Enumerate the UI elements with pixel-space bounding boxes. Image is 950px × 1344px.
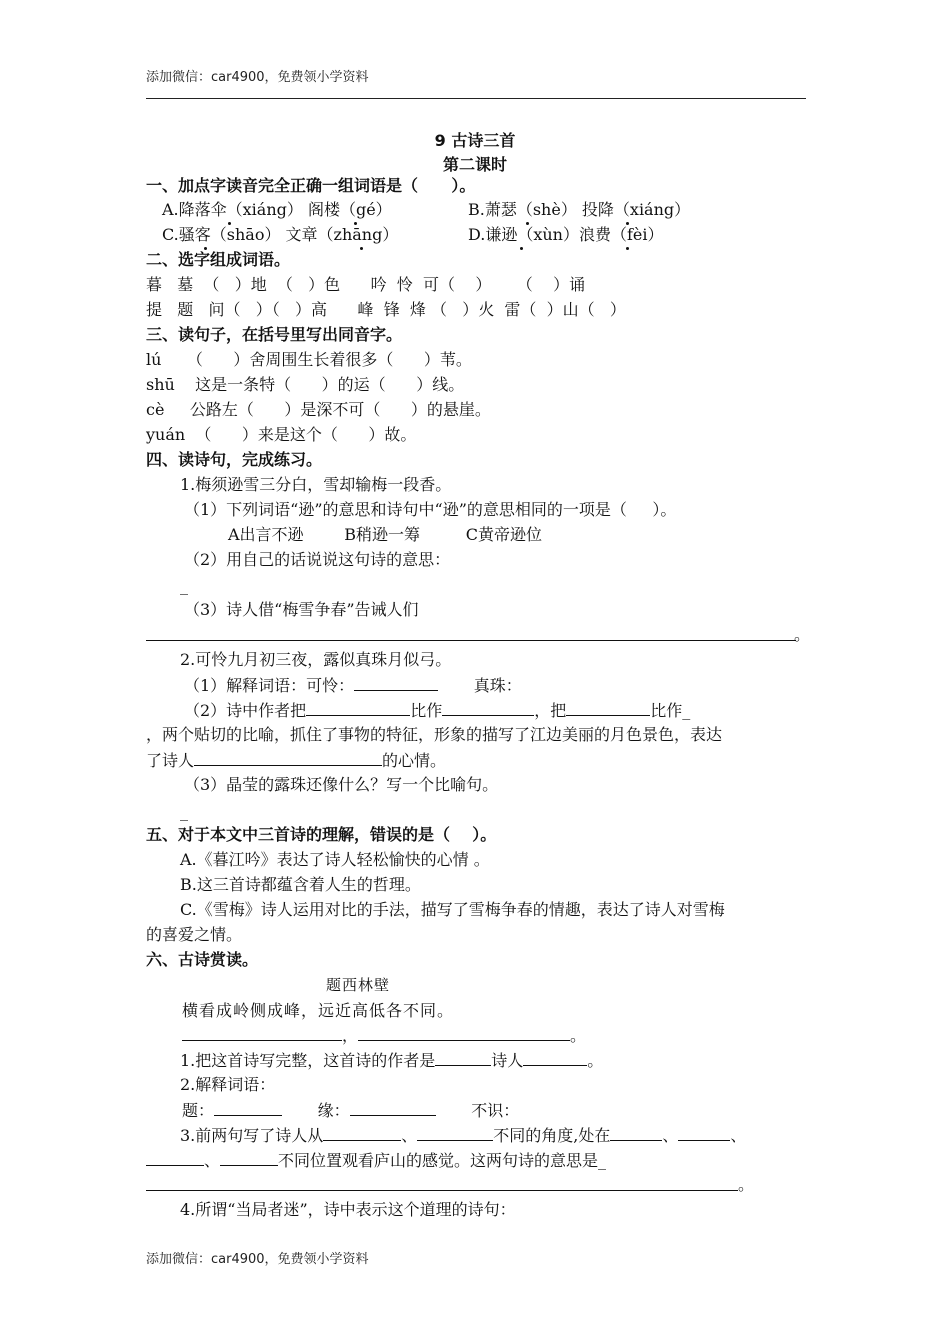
option-d: D.谦逊（xùn）浪费（fèi） <box>468 225 664 244</box>
question-text: 缘： <box>317 1101 350 1120</box>
answer-blank: _ <box>180 802 188 821</box>
section-1-heading: 一、加点字读音完全正确一组词语是（ ）。 <box>146 176 476 195</box>
option-c: C.骚客（shāo） 文章（zhāng） <box>162 225 399 244</box>
question-text: 不同位置观看庐山的感觉。这两句诗的意思是_ <box>278 1151 607 1170</box>
answer-line-end: 。 <box>738 1175 755 1194</box>
option-b: B.这三首诗都蕴含着人生的哲理。 <box>180 875 421 894</box>
answer-blank <box>146 1149 204 1166</box>
question-text: 题： <box>182 1101 215 1120</box>
question-text: （3）诗人借“梅雪争春”告诫人们 <box>184 600 419 619</box>
homophone-line: yuán （ ）来是这个（ ）故。 <box>146 425 417 444</box>
option-b: B.萧瑟（shè） 投降（xiáng） <box>468 200 691 219</box>
question-text: （3）晶莹的露珠还像什么？写一个比喻句。 <box>184 775 499 794</box>
question-text: ，两个贴切的比喻，抓住了事物的特征，形象的描写了江边美丽的月色景色，表达 <box>146 725 723 744</box>
question-text: 不识： <box>471 1101 520 1120</box>
section-3-heading: 三、读句子，在括号里写出同音字。 <box>146 325 403 344</box>
poem-blank-line <box>182 1024 586 1047</box>
punctuation: 、 <box>662 1126 679 1145</box>
word-group-row: 暮 墓 （ ）地 （ ）色 吟 怜 可（ ） （ ）诵 <box>146 275 586 294</box>
question-text: ，把 <box>534 701 567 720</box>
question-text: 。 <box>587 1051 604 1070</box>
question-text: （2）用自己的话说说这句诗的意思： <box>184 550 451 569</box>
emphasis-dot <box>360 247 363 250</box>
answer-blank <box>350 1099 436 1116</box>
question-line <box>146 1149 606 1172</box>
emphasis-dot <box>520 247 523 250</box>
question-text: 比作 <box>410 701 443 720</box>
header-note: 添加微信：car4900，免费领小学资料 <box>146 70 369 85</box>
question-line <box>184 674 522 697</box>
question-line <box>180 1124 746 1147</box>
question-line <box>180 1049 603 1072</box>
option-a: A.降落伞（xiáng） 阁楼（gé） <box>162 200 392 219</box>
question-text: 诗人 <box>491 1051 524 1070</box>
question-text: 2.解释词语： <box>180 1075 276 1094</box>
answer-blank <box>354 674 438 691</box>
answer-blank <box>523 1049 587 1066</box>
choice-options: A出言不逊 B稍逊一筹 C黄帝逊位 <box>228 525 543 544</box>
footer-note: 添加微信：car4900，免费领小学资料 <box>146 1252 369 1267</box>
header-rule <box>146 98 806 99</box>
question-text: 真珠： <box>473 676 522 695</box>
poem-title: 题西林壁 <box>326 976 391 994</box>
option-a: A.《暮江吟》表达了诗人轻松愉快的心情 。 <box>180 850 490 869</box>
emphasis-dot <box>626 222 629 225</box>
answer-line-end: 。 <box>794 625 811 644</box>
answer-blank <box>323 1124 401 1141</box>
question-text: 1.梅须逊雪三分白，雪却输梅一段香。 <box>180 475 452 494</box>
answer-blank <box>220 1149 278 1166</box>
answer-blank <box>610 1124 662 1141</box>
punctuation: 、 <box>730 1126 747 1145</box>
emphasis-dot <box>354 222 357 225</box>
question-text: （1）解释词语：可怜： <box>184 676 355 695</box>
question-text: 了诗人 <box>146 751 195 770</box>
punctuation: ， <box>342 1026 359 1045</box>
answer-blank: _ <box>180 576 188 595</box>
lesson-subtitle: 第二课时 <box>442 155 507 174</box>
question-line <box>184 699 690 722</box>
question-text: （1）下列词语“逊”的意思和诗句中“逊”的意思相同的一项是（ ）。 <box>184 500 677 519</box>
option-c: C.《雪梅》诗人运用对比的手法，描写了雪梅争春的情趣，表达了诗人对雪梅 <box>180 900 725 919</box>
question-text: 2.可怜九月初三夜，露似真珠月似弓。 <box>180 650 452 669</box>
emphasis-dot <box>626 247 629 250</box>
answer-line <box>146 640 796 641</box>
punctuation: 。 <box>570 1026 587 1045</box>
question-text: 1.把这首诗写完整，这首诗的作者是 <box>180 1051 436 1070</box>
question-text: （2）诗中作者把 <box>184 701 307 720</box>
answer-blank <box>214 1099 282 1116</box>
option-c-continued: 的喜爱之情。 <box>146 925 243 944</box>
answer-blank <box>435 1049 491 1066</box>
question-line <box>146 749 446 772</box>
word-group-row: 提 题 问（ ）（ ）高 峰 锋 烽 （ ）火 雷（ ）山（ ） <box>146 300 626 319</box>
section-5-heading: 五、对于本文中三首诗的理解，错误的是（ ）。 <box>146 825 497 844</box>
section-6-heading: 六、古诗赏读。 <box>146 950 259 969</box>
question-text: 4.所谓“当局者迷”，诗中表示这个道理的诗句： <box>180 1200 516 1219</box>
homophone-line: shū 这是一条特（ ）的运（ ）线。 <box>146 375 465 394</box>
question-text: 3.前两句写了诗人从 <box>180 1126 324 1145</box>
answer-blank <box>194 749 382 766</box>
answer-blank <box>417 1124 493 1141</box>
punctuation: 、 <box>401 1126 418 1145</box>
emphasis-dot <box>228 222 231 225</box>
question-line <box>182 1099 519 1122</box>
answer-blank <box>442 699 534 716</box>
homophone-line: lú （ ）舍周围生长着很多（ ）苇。 <box>146 350 472 369</box>
answer-blank <box>566 699 650 716</box>
answer-line <box>146 1190 738 1191</box>
section-4-heading: 四、读诗句，完成练习。 <box>146 450 323 469</box>
poem-line: 横看成岭侧成峰，远近高低各不同。 <box>182 1001 455 1020</box>
answer-blank <box>678 1124 730 1141</box>
homophone-line: cè 公路左（ ）是深不可（ ）的悬崖。 <box>146 400 491 419</box>
question-text: 比作_ <box>650 701 691 720</box>
lesson-title: 9 古诗三首 <box>434 131 516 150</box>
punctuation: 、 <box>204 1151 221 1170</box>
answer-blank <box>182 1024 342 1041</box>
answer-blank <box>358 1024 570 1041</box>
section-2-heading: 二、选字组成词语。 <box>146 250 291 269</box>
question-text: 的心情。 <box>382 751 447 770</box>
emphasis-dot <box>526 222 529 225</box>
question-text: 不同的角度,处在 <box>493 1126 611 1145</box>
answer-blank <box>306 699 410 716</box>
